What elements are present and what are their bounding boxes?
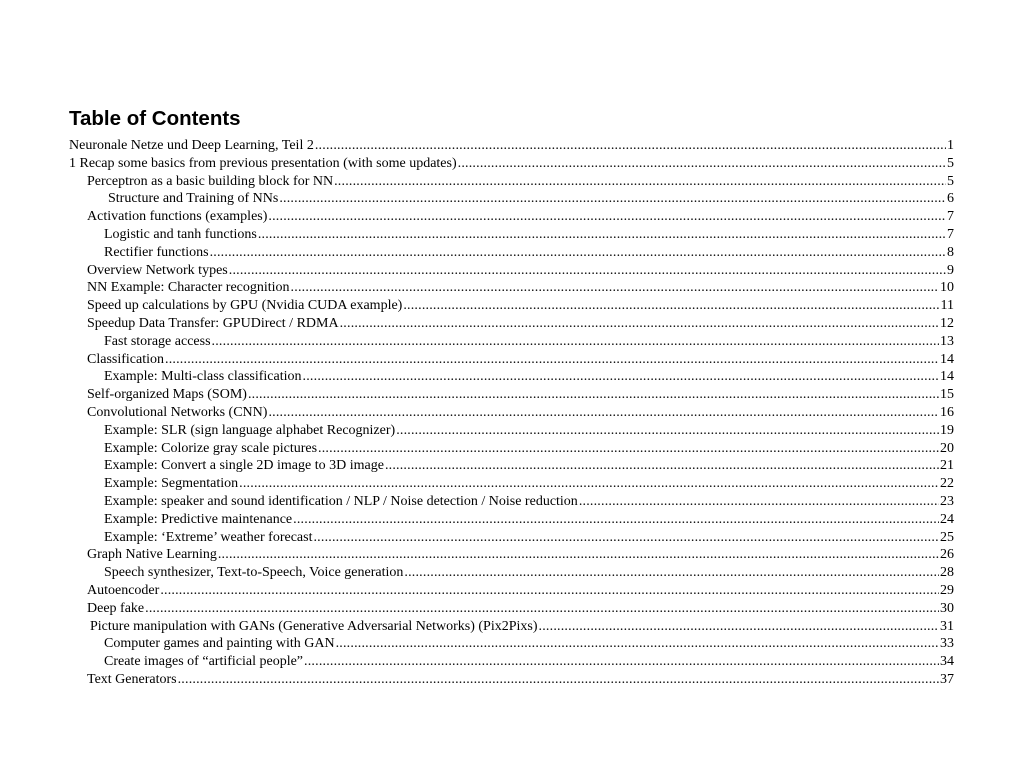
dot-leader [539, 618, 939, 636]
toc-entry-label: Example: speaker and sound identification / NLP / Noise detection / Noise reduction [104, 493, 578, 509]
toc-entry-page-number: 6 [947, 191, 954, 207]
dot-leader [340, 315, 939, 333]
dot-leader [279, 190, 946, 208]
toc-entry-label: Picture manipulation with GANs (Generative Adversarial Networks) (Pix2Pixs) [90, 618, 538, 634]
toc-entry[interactable] [69, 440, 954, 458]
toc-entry-label: Overview Network types [87, 262, 228, 278]
toc-entry[interactable] [69, 315, 954, 333]
dot-leader [396, 422, 939, 440]
dot-leader [291, 279, 939, 297]
dot-leader [218, 546, 939, 564]
toc-entry-label: Activation functions (examples) [87, 209, 268, 225]
dot-leader [385, 457, 939, 475]
toc-entry-page-number: 26 [940, 547, 954, 563]
toc-entry-page-number: 5 [947, 173, 954, 189]
dot-leader [336, 635, 939, 653]
dot-leader [239, 475, 939, 493]
dot-leader [304, 653, 939, 671]
toc-entry-label: Example: Convert a single 2D image to 3D image [104, 458, 384, 474]
toc-entry[interactable] [69, 173, 954, 191]
dot-leader [334, 173, 946, 191]
dot-leader [313, 529, 939, 547]
toc-entry-page-number: 16 [940, 404, 954, 420]
toc-entry[interactable] [69, 546, 954, 564]
toc-entry-label: Text Generators [87, 671, 177, 687]
toc-entry[interactable] [69, 618, 954, 636]
toc-entry-label: Example: Colorize gray scale pictures [104, 440, 318, 456]
toc-entry-page-number: 14 [940, 369, 954, 385]
toc-entry-page-number: 37 [940, 671, 954, 687]
toc-entry[interactable] [69, 155, 954, 173]
toc-entry[interactable] [69, 137, 954, 155]
toc-entry[interactable] [69, 457, 954, 475]
dot-leader [145, 600, 939, 618]
toc-entry[interactable] [69, 279, 954, 297]
toc-entry-page-number: 14 [940, 351, 954, 367]
toc-entry-page-number: 24 [940, 511, 954, 527]
toc-entry-label: Neuronale Netze und Deep Learning, Teil 2 [69, 138, 314, 153]
toc-entry-label: Self-organized Maps (SOM) [87, 387, 247, 403]
toc-entry-label: 1 Recap some basics from previous presentation (with some updates) [69, 155, 457, 171]
dot-leader [229, 262, 946, 280]
toc-entry-page-number: 25 [940, 529, 954, 545]
toc-entry-page-number: 7 [947, 226, 954, 242]
toc-entry-label: Rectifier functions [104, 244, 209, 260]
toc-entry[interactable] [69, 511, 954, 529]
toc-entry[interactable] [69, 529, 954, 547]
dot-leader [303, 368, 939, 386]
toc-entry-label: Autoencoder [87, 582, 160, 598]
toc-entry-label: Speed up calculations by GPU (Nvidia CUDA example) [87, 298, 403, 314]
dot-leader [160, 582, 939, 600]
toc-entry-page-number: 33 [940, 636, 954, 652]
toc-entry[interactable] [69, 190, 954, 208]
toc-entry-page-number: 20 [940, 440, 954, 456]
dot-leader [268, 404, 939, 422]
toc-entry-label: Convolutional Networks (CNN) [87, 404, 268, 420]
dot-leader [210, 244, 946, 262]
toc-entry[interactable] [69, 297, 954, 315]
toc-entry[interactable] [69, 635, 954, 653]
toc-entry[interactable] [69, 582, 954, 600]
toc-entry-page-number: 28 [940, 565, 954, 581]
toc-entry-label: Example: Multi-class classification [104, 369, 302, 385]
toc-entry-page-number: 22 [940, 476, 954, 492]
toc-entry-page-number: 23 [940, 493, 954, 509]
toc-entry-label: Graph Native Learning [87, 547, 217, 563]
toc-entry-page-number: 19 [940, 422, 954, 438]
dot-leader [293, 511, 939, 529]
toc-entry-label: Structure and Training of NNs [108, 191, 279, 207]
dot-leader [212, 333, 939, 351]
toc-entry-label: Computer games and painting with GAN [104, 636, 335, 652]
toc-entry-label: Example: ‘Extreme’ weather forecast [104, 529, 313, 545]
toc-entry[interactable] [69, 208, 954, 226]
toc-entry-page-number: 30 [940, 600, 954, 616]
dot-leader [165, 351, 939, 369]
toc-entry-label: Example: Predictive maintenance [104, 511, 293, 527]
toc-entry-page-number: 11 [940, 298, 954, 314]
toc-entry-page-number: 10 [940, 280, 954, 296]
dot-leader [458, 155, 946, 173]
toc-entry[interactable] [69, 564, 954, 582]
toc-entry[interactable] [69, 475, 954, 493]
toc-entry[interactable] [69, 404, 954, 422]
toc-entry-page-number: 5 [947, 155, 954, 171]
toc-entry-page-number: 21 [940, 458, 954, 474]
toc-entry[interactable] [69, 351, 954, 369]
toc-entry[interactable] [69, 226, 954, 244]
toc-entry-page-number: 13 [940, 333, 954, 349]
toc-entry-label: Fast storage access [104, 333, 211, 349]
dot-leader [268, 208, 946, 226]
dot-leader [404, 564, 939, 582]
toc-entry-page-number: 1 [947, 138, 954, 153]
toc-entry[interactable] [69, 386, 954, 404]
toc-entry-label: Example: SLR (sign language alphabet Recognizer) [104, 422, 396, 438]
toc-entry-page-number: 12 [940, 315, 954, 331]
toc-entry-label: Deep fake [87, 600, 145, 616]
toc-entry[interactable] [69, 262, 954, 280]
toc-entry-label: Create images of “artificial people” [104, 654, 304, 670]
toc-entry[interactable] [69, 493, 954, 511]
toc-entry[interactable] [69, 600, 954, 618]
dot-leader [318, 440, 939, 458]
toc-entry-page-number: 29 [940, 582, 954, 598]
toc-entry[interactable] [69, 368, 954, 386]
dot-leader [178, 671, 939, 689]
dot-leader [579, 493, 939, 511]
toc-entry-label: Speech synthesizer, Text-to-Speech, Voice generation [104, 565, 404, 581]
toc-entry[interactable] [69, 653, 954, 671]
toc-entry[interactable] [69, 333, 954, 351]
toc-entry-page-number: 8 [947, 244, 954, 260]
dot-leader [258, 226, 946, 244]
toc-title: Table of Contents [69, 107, 241, 130]
toc-entry-label: Perceptron as a basic building block for NN [87, 173, 334, 189]
toc-entry-label: Classification [87, 351, 164, 367]
toc-entry-page-number: 15 [940, 387, 954, 403]
dot-leader [248, 386, 939, 404]
toc-entry-label: NN Example: Character recognition [87, 280, 290, 296]
toc-entry-label: Logistic and tanh functions [104, 226, 257, 242]
toc-entry-page-number: 31 [940, 618, 954, 634]
toc-entry[interactable] [69, 244, 954, 262]
dot-leader [403, 297, 939, 315]
toc-entry-page-number: 34 [940, 654, 954, 670]
toc-list [69, 137, 954, 689]
toc-entry[interactable] [69, 422, 954, 440]
toc-entry-page-number: 9 [947, 262, 954, 278]
toc-entry-label: Speedup Data Transfer: GPUDirect / RDMA [87, 315, 339, 331]
toc-entry[interactable] [69, 671, 954, 689]
dot-leader [315, 137, 946, 155]
toc-entry-page-number: 7 [947, 209, 954, 225]
toc-entry-label: Example: Segmentation [104, 476, 239, 492]
